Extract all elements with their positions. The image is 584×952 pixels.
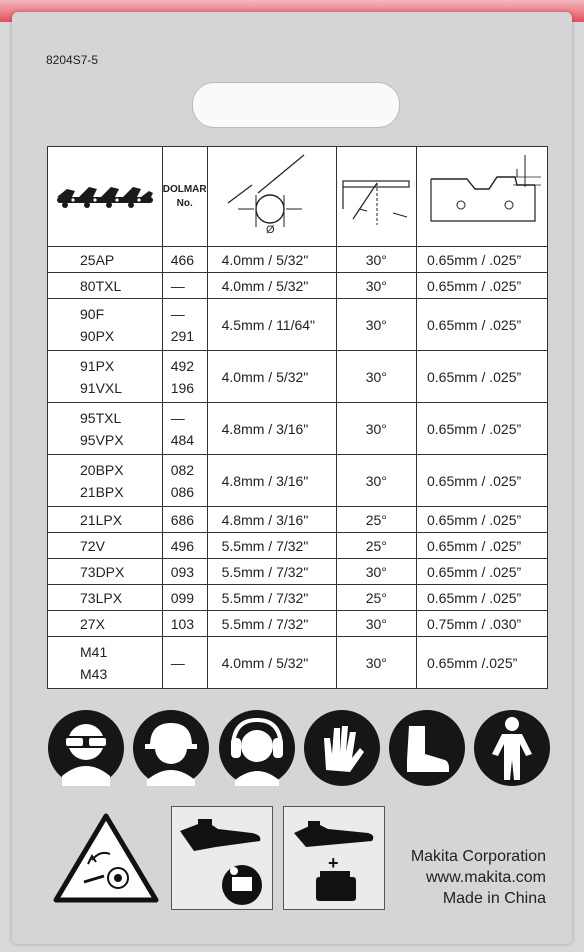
makita-no: 90F 90PX bbox=[48, 299, 163, 351]
file-angle: 25° bbox=[336, 507, 416, 533]
file-size: 4.0mm / 5/32" bbox=[207, 247, 336, 273]
ear-protection-icon bbox=[219, 710, 295, 786]
file-size: 4.0mm / 5/32" bbox=[207, 351, 336, 403]
depth-gauge: 0.65mm / .025” bbox=[417, 533, 548, 559]
file-size: 5.5mm / 7/32" bbox=[207, 611, 336, 637]
table-row bbox=[48, 299, 548, 351]
file-angle: 30° bbox=[336, 299, 416, 351]
chain-spec-table bbox=[47, 146, 548, 689]
file-angle: 25° bbox=[336, 533, 416, 559]
file-angle: 25° bbox=[336, 585, 416, 611]
makita-no: 95TXL 95VPX bbox=[48, 403, 163, 455]
depth-gauge: 0.65mm /.025” bbox=[417, 637, 548, 689]
file-header-cell bbox=[207, 147, 336, 247]
company-info bbox=[390, 846, 546, 909]
table-row bbox=[48, 273, 548, 299]
dolmar-no: 496 bbox=[162, 533, 207, 559]
file-angle: 30° bbox=[336, 273, 416, 299]
protective-clothing-icon bbox=[474, 710, 550, 786]
makita-no: 80TXL bbox=[48, 273, 163, 299]
dolmar-no: — bbox=[162, 637, 207, 689]
depth-gauge: 0.75mm / .030” bbox=[417, 611, 548, 637]
dolmar-no: 492 196 bbox=[162, 351, 207, 403]
angle-header-cell bbox=[336, 147, 416, 247]
file-size: 4.5mm / 11/64" bbox=[207, 299, 336, 351]
safety-icons-row bbox=[48, 710, 548, 790]
table-row bbox=[48, 559, 548, 585]
file-angle: 30° bbox=[336, 247, 416, 273]
dolmar-no: 082 086 bbox=[162, 455, 207, 507]
makita-no: M41 M43 bbox=[48, 637, 163, 689]
chain-header-cell bbox=[48, 147, 163, 247]
table-row bbox=[48, 247, 548, 273]
table-row bbox=[48, 403, 548, 455]
file-size: 4.8mm / 3/16" bbox=[207, 455, 336, 507]
makita-no: 73DPX bbox=[48, 559, 163, 585]
file-angle-icon bbox=[337, 147, 415, 243]
file-size: 4.0mm / 5/32" bbox=[207, 273, 336, 299]
safety-boots-icon bbox=[389, 710, 465, 786]
file-angle: 30° bbox=[336, 637, 416, 689]
depth-header-cell bbox=[417, 147, 548, 247]
file-size: 4.8mm / 3/16" bbox=[207, 507, 336, 533]
dolmar-no: 103 bbox=[162, 611, 207, 637]
plus-sign: + bbox=[328, 853, 339, 873]
makita-no: 25AP bbox=[48, 247, 163, 273]
hang-hole bbox=[192, 82, 400, 128]
safety-glasses-icon bbox=[48, 710, 124, 786]
chainsaw-plus-battery-icon bbox=[283, 806, 385, 910]
makita-no: 72V bbox=[48, 533, 163, 559]
depth-gauge: 0.65mm / .025” bbox=[417, 455, 548, 507]
saw-chain-icon bbox=[53, 175, 157, 215]
file-symbol: Ø bbox=[265, 224, 275, 236]
table-row bbox=[48, 351, 548, 403]
file-size: 4.8mm / 3/16" bbox=[207, 403, 336, 455]
file-angle: 30° bbox=[336, 351, 416, 403]
file-size: 5.5mm / 7/32" bbox=[207, 533, 336, 559]
chainsaw-read-manual-icon bbox=[171, 806, 273, 910]
makita-no: 21LPX bbox=[48, 507, 163, 533]
round-file-diameter-icon bbox=[208, 147, 336, 243]
hard-hat-icon bbox=[133, 710, 209, 786]
company-url: www.makita.com bbox=[425, 869, 546, 886]
dolmar-no: 093 bbox=[162, 559, 207, 585]
dolmar-no: 686 bbox=[162, 507, 207, 533]
dolmar-no: 099 bbox=[162, 585, 207, 611]
table-header-row bbox=[48, 147, 548, 247]
gloves-icon bbox=[304, 710, 380, 786]
dolmar-no: 466 bbox=[162, 247, 207, 273]
makita-no: 27X bbox=[48, 611, 163, 637]
product-code: 8204S7-5 bbox=[46, 53, 99, 67]
table-row bbox=[48, 637, 548, 689]
depth-gauge: 0.65mm / .025” bbox=[417, 507, 548, 533]
file-angle: 30° bbox=[336, 403, 416, 455]
file-angle: 30° bbox=[336, 611, 416, 637]
file-size: 5.5mm / 7/32" bbox=[207, 559, 336, 585]
depth-gauge-icon bbox=[417, 147, 547, 243]
dolmar-no: — 291 bbox=[162, 299, 207, 351]
table-row bbox=[48, 533, 548, 559]
depth-gauge: 0.65mm / .025” bbox=[417, 585, 548, 611]
table-row bbox=[48, 611, 548, 637]
file-size: 4.0mm / 5/32" bbox=[207, 637, 336, 689]
dolmar-no: — bbox=[162, 273, 207, 299]
makita-no: 91PX 91VXL bbox=[48, 351, 163, 403]
depth-gauge: 0.65mm / .025” bbox=[417, 403, 548, 455]
makita-no: 20BPX 21BPX bbox=[48, 455, 163, 507]
company-name: Makita Corporation bbox=[410, 848, 546, 865]
depth-gauge: 0.65mm / .025” bbox=[417, 273, 548, 299]
table-row bbox=[48, 507, 548, 533]
file-angle: 30° bbox=[336, 559, 416, 585]
makita-no: 73LPX bbox=[48, 585, 163, 611]
file-size: 5.5mm / 7/32" bbox=[207, 585, 336, 611]
depth-gauge: 0.65mm / .025” bbox=[417, 351, 548, 403]
file-angle: 30° bbox=[336, 455, 416, 507]
dolmar-header-cell: DOLMAR No. bbox=[162, 147, 207, 247]
table-row bbox=[48, 455, 548, 507]
dolmar-no: — 484 bbox=[162, 403, 207, 455]
country-of-origin: Made in China bbox=[442, 890, 546, 907]
depth-gauge: 0.65mm / .025” bbox=[417, 559, 548, 585]
depth-gauge: 0.65mm / .025” bbox=[417, 299, 548, 351]
kickback-warning-icon bbox=[52, 812, 160, 904]
table-row bbox=[48, 585, 548, 611]
depth-gauge: 0.65mm / .025” bbox=[417, 247, 548, 273]
